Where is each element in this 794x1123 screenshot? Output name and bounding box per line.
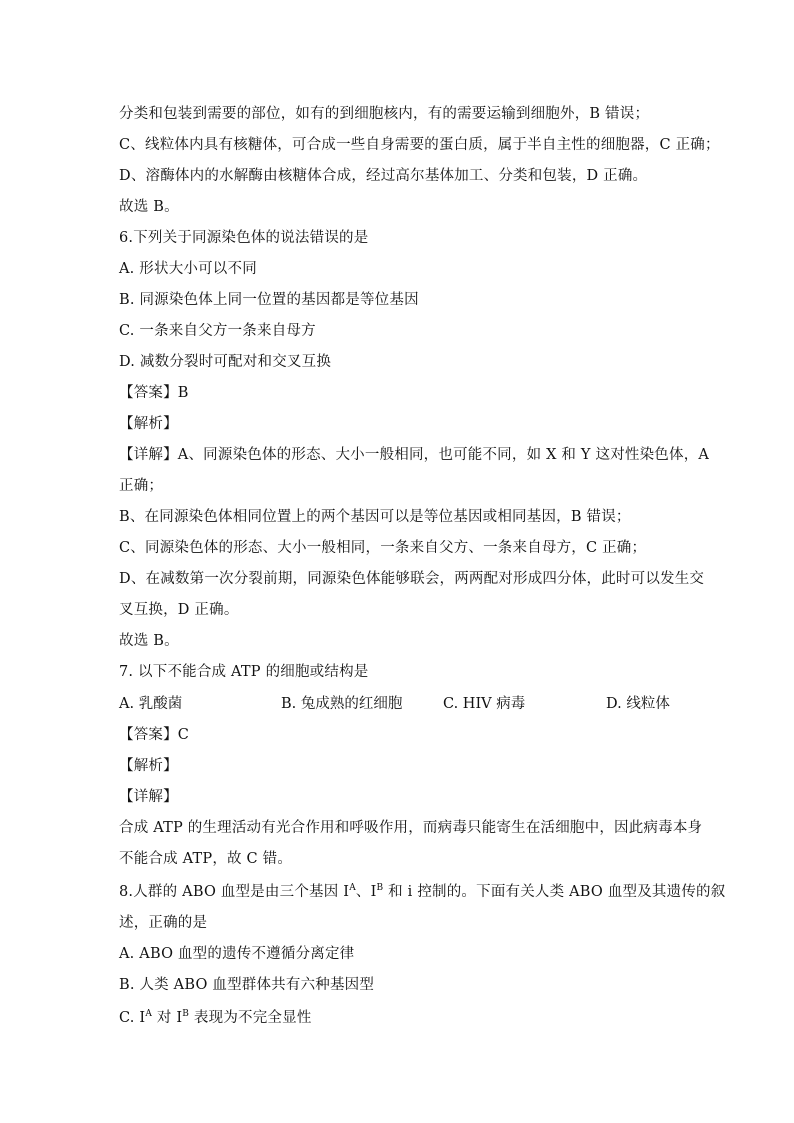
question-6-option-d: D. 减数分裂时可配对和交叉互换 bbox=[119, 354, 332, 370]
question-6-option-a: A. 形状大小可以不同 bbox=[119, 261, 257, 277]
question-6-answer: 【答案】B bbox=[119, 385, 189, 401]
superscript: B bbox=[182, 1009, 190, 1019]
text-line: C、线粒体内具有核糖体，可合成一些自身需要的蛋白质，属于半自主性的细胞器，C 正确； bbox=[119, 137, 720, 153]
text-line: 分类和包装到需要的部位，如有的到细胞核内，有的需要运输到细胞外，B 错误； bbox=[119, 106, 650, 122]
question-7-detail-line: 合成 ATP 的生理活动有光合作用和呼吸作用，而病毒只能寄生在活细胞中，因此病毒本身 bbox=[119, 820, 703, 836]
text-line: D、溶酶体内的水解酶由核糖体合成，经过高尔基体加工、分类和包装，D 正确。 bbox=[119, 168, 648, 184]
question-6-detail-line: 叉互换，D 正确。 bbox=[119, 602, 239, 618]
question-7-detail-line: 不能合成 ATP，故 C 错。 bbox=[119, 851, 293, 867]
stem-text: 8.人群的 ABO 血型是由三个基因 I bbox=[119, 884, 350, 900]
question-6-detail-line: 【详解】A、同源染色体的形态、大小一般相同，也可能不同，如 X 和 Y 这对性染色体，A bbox=[119, 447, 710, 463]
option-text: 表现为不完全显性 bbox=[189, 1010, 312, 1026]
question-7-stem: 7. 以下不能合成 ATP 的细胞或结构是 bbox=[119, 664, 369, 680]
question-7-option-d: D. 线粒体 bbox=[606, 696, 670, 712]
stem-text: 、I bbox=[355, 884, 377, 900]
question-8-stem-continued: 述，正确的是 bbox=[119, 915, 208, 931]
option-text: 对 I bbox=[152, 1010, 183, 1026]
question-6-analysis-label: 【解析】 bbox=[119, 416, 178, 432]
text-line: 故选 B。 bbox=[119, 199, 179, 215]
superscript: A bbox=[145, 1009, 153, 1019]
question-6-option-c: C. 一条来自父方一条来自母方 bbox=[119, 323, 316, 339]
question-7-answer: 【答案】C bbox=[119, 727, 190, 743]
question-7-option-b: B. 兔成熟的红细胞 bbox=[281, 696, 403, 712]
question-7-option-a: A. 乳酸菌 bbox=[119, 696, 183, 712]
question-7-analysis-label: 【解析】 bbox=[119, 758, 178, 774]
question-6-detail-line: C、同源染色体的形态、大小一般相同，一条来自父方、一条来自母方，C 正确； bbox=[119, 540, 647, 556]
question-6-detail-line: D、在减数第一次分裂前期，同源染色体能够联会，两两配对形成四分体，此时可以发生交 bbox=[119, 571, 705, 587]
question-8-stem bbox=[119, 882, 725, 902]
question-8-option-c bbox=[119, 1008, 312, 1028]
superscript: A bbox=[349, 883, 356, 893]
stem-text: 和 i 控制的。下面有关人类 ABO 血型及其遗传的叙 bbox=[383, 884, 726, 900]
question-6-conclusion: 故选 B。 bbox=[119, 633, 179, 649]
question-7-options bbox=[119, 694, 679, 714]
question-7-option-c: C. HIV 病毒 bbox=[443, 696, 526, 712]
question-8-option-b: B. 人类 ABO 血型群体共有六种基因型 bbox=[119, 977, 375, 993]
question-8-option-a: A. ABO 血型的遗传不遵循分离定律 bbox=[119, 946, 355, 962]
question-6-option-b: B. 同源染色体上同一位置的基因都是等位基因 bbox=[119, 292, 419, 308]
question-6-stem: 6.下列关于同源染色体的说法错误的是 bbox=[119, 230, 369, 246]
question-7-detail-label: 【详解】 bbox=[119, 789, 178, 805]
question-6-detail-line: 正确； bbox=[119, 478, 164, 494]
question-6-detail-line: B、在同源染色体相同位置上的两个基因可以是等位基因或相同基因，B 错误； bbox=[119, 509, 631, 525]
superscript: B bbox=[376, 883, 384, 893]
option-text: C. I bbox=[119, 1010, 146, 1026]
